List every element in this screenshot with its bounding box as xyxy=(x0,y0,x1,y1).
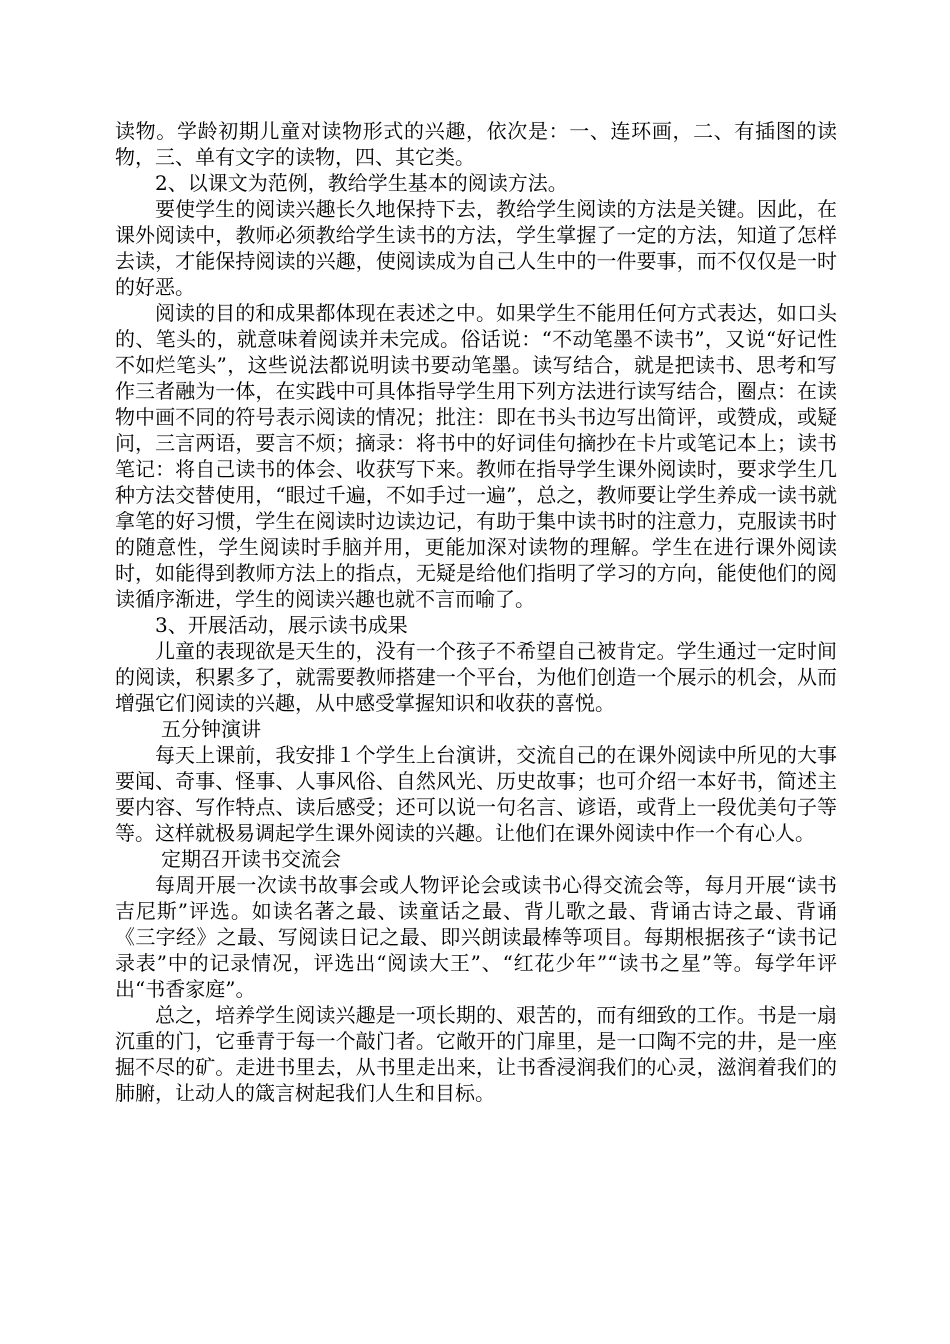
section-heading-2: 2、以课文为范例，教给学生基本的阅读方法。 xyxy=(155,171,568,195)
subheading-reading-exchange: 定期召开读书交流会 xyxy=(161,847,341,871)
paragraph-reading-interest-order: 读物。学龄初期儿童对读物形式的兴趣，依次是：一、连环画，二、有插图的读物，三、单有文字的读物，四、其它类。 xyxy=(115,119,837,169)
subheading-five-minute-speech: 五分钟演讲 xyxy=(161,717,261,741)
paragraph-conclusion: 总之，培养学生阅读兴趣是一项长期的、艰苦的，而有细致的工作。书是一扇沉重的门，它垂青于每一个敲门者。它敞开的门扉里，是一口陶不完的井，是一座掘不尽的矿。走进书里去，从书里走出来，让书香浸润我们的心灵，滋润着我们的肺腑，让动人的箴言树起我们人生和目标。 xyxy=(115,1003,837,1105)
paragraph-show-results: 儿童的表现欲是天生的，没有一个孩子不希望自己被肯定。学生通过一定时间的阅读，积累多了，就需要教师搭建一个平台，为他们创造一个展示的机会，从而增强它们阅读的兴趣，从中感受掌握知识和收获的喜悦。 xyxy=(115,639,837,715)
paragraph-reading-methods: 要使学生的阅读兴趣长久地保持下去，教给学生阅读的方法是关键。因此，在课外阅读中，教师必须教给学生读书的方法，学生掌握了一定的方法，知道了怎样去读，才能保持阅读的兴趣，使阅读成为自己人生中的一件要事，而不仅仅是一时的好恶。 xyxy=(115,197,837,299)
document-body xyxy=(115,118,837,1106)
paragraph-reading-exchange: 每周开展一次读书故事会或人物评论会或读书心得交流会等，每月开展“读书吉尼斯”评选。如读名著之最、读童话之最、背儿歌之最、背诵古诗之最、背诵《三字经》之最、写阅读日记之最、即兴朗读最棒等项目。每期根据孩子“读书记录表”中的记录情况，评选出“阅读大王”、“红花少年”“读书之星”等。每学年评出“书香家庭”。 xyxy=(115,873,837,1001)
section-heading-3: 3、开展活动，展示读书成果 xyxy=(155,613,408,637)
paragraph-five-minute-speech: 每天上课前，我安排１个学生上台演讲，交流自己的在课外阅读中所见的大事要闻、奇事、怪事、人事风俗、自然风光、历史故事；也可介绍一本好书，简述主要内容、写作特点、读后感受；还可以说一句名言、谚语，或背上一段优美句子等等。这样就极易调起学生课外阅读的兴趣。让他们在课外阅读中作一个有心人。 xyxy=(115,743,837,845)
paragraph-reading-writing: 阅读的目的和成果都体现在表述之中。如果学生不能用任何方式表达，如口头的、笔头的，就意味着阅读并未完成。俗话说：“不动笔墨不读书”，又说“好记性不如烂笔头”，这些说法都说明读书要动笔墨。读写结合，就是把读书、思考和写作三者融为一体，在实践中可具体指导学生用下列方法进行读写结合，圈点：在读物中画不同的符号表示阅读的情况；批注：即在书头书边写出简评，或赞成，或疑问，三言两语，要言不烦；摘录：将书中的好词佳句摘抄在卡片或笔记本上；读书笔记：将自己读书的体会、收获写下来。教师在指导学生课外阅读时，要求学生几种方法交替使用，“眼过千遍，不如手过一遍”，总之，教师要让学生养成一读书就拿笔的好习惯，学生在阅读时边读边记，有助于集中读书时的注意力，克服读书时的随意性，学生阅读时手脑并用，更能加深对读物的理解。学生在进行课外阅读时，如能得到教师方法上的指点，无疑是给他们指明了学习的方向，能使他们的阅读循序渐进，学生的阅读兴趣也就不言而喻了。 xyxy=(115,301,837,611)
